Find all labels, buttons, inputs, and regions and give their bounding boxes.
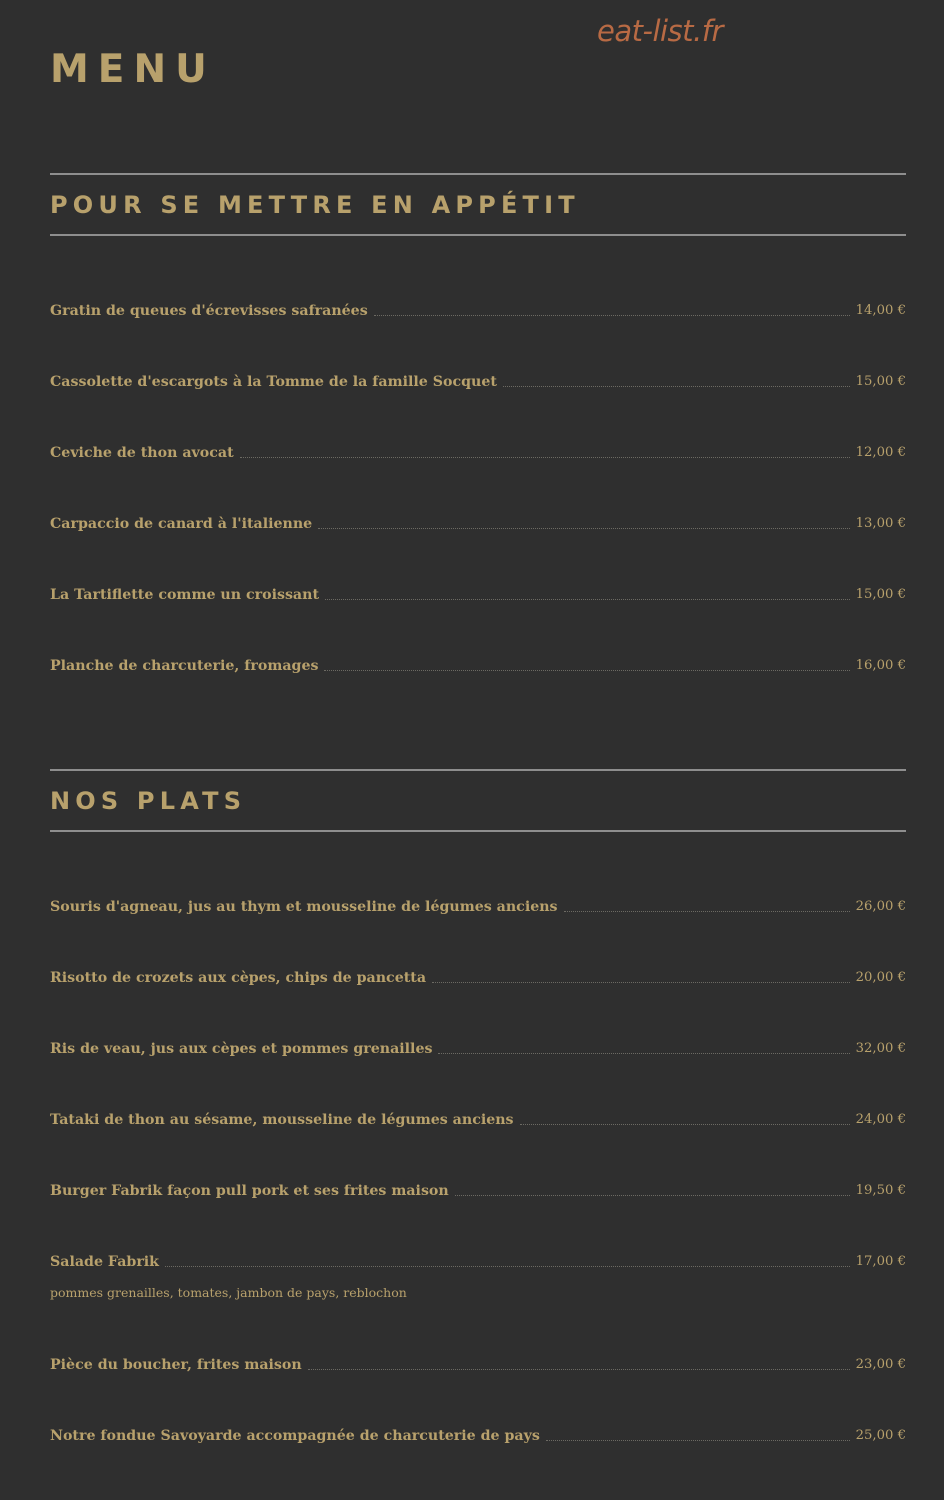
dotted-leader <box>324 670 849 671</box>
item-price: 32,00 € <box>855 1041 906 1056</box>
item-name: Notre fondue Savoyarde accompagnée de charcuterie de pays <box>50 1428 540 1444</box>
item-price: 24,00 € <box>855 1112 906 1127</box>
item-price: 20,00 € <box>855 970 906 985</box>
dotted-leader <box>432 982 850 983</box>
menu-item <box>50 1356 906 1374</box>
item-price: 12,00 € <box>855 445 906 460</box>
menu-item <box>50 1427 906 1445</box>
item-price: 16,00 € <box>855 658 906 673</box>
page-title: MENU <box>50 47 216 92</box>
dotted-leader <box>564 911 850 912</box>
menu-item <box>50 586 906 604</box>
menu-item <box>50 657 906 675</box>
menu-item <box>50 898 906 916</box>
section-bottom-divider <box>50 234 906 236</box>
item-name: Gratin de queues d'écrevisses safranées <box>50 303 368 319</box>
dotted-leader <box>520 1124 850 1125</box>
menu-item <box>50 969 906 987</box>
dotted-leader <box>438 1053 849 1054</box>
item-price: 23,00 € <box>855 1357 906 1372</box>
item-name: Ceviche de thon avocat <box>50 445 234 461</box>
dotted-leader <box>503 386 850 387</box>
dotted-leader <box>325 599 850 600</box>
dotted-leader <box>374 315 850 316</box>
item-price: 19,50 € <box>855 1183 906 1198</box>
dotted-leader <box>546 1440 850 1441</box>
item-name: Souris d'agneau, jus au thym et mousseline de légumes anciens <box>50 899 558 915</box>
item-description: pommes grenailles, tomates, jambon de pays, reblochon <box>50 1285 407 1300</box>
item-name: Burger Fabrik façon pull pork et ses frites maison <box>50 1183 449 1199</box>
item-name: Pièce du boucher, frites maison <box>50 1357 302 1373</box>
watermark: eat-list.fr <box>597 14 723 48</box>
item-name: Carpaccio de canard à l'italienne <box>50 516 313 532</box>
section-top-divider <box>50 173 906 175</box>
dotted-leader <box>308 1369 850 1370</box>
menu-item <box>50 1182 906 1200</box>
menu-item <box>50 1040 906 1058</box>
item-price: 13,00 € <box>855 516 906 531</box>
item-name: Tataki de thon au sésame, mousseline de légumes anciens <box>50 1112 514 1128</box>
section-top-divider <box>50 769 906 771</box>
menu-item <box>50 1111 906 1129</box>
section-title: POUR SE METTRE EN APPÉTIT <box>50 191 580 219</box>
item-name: Planche de charcuterie, fromages <box>50 658 319 674</box>
menu-item <box>50 515 906 533</box>
item-price: 26,00 € <box>855 899 906 914</box>
item-name: Risotto de crozets aux cèpes, chips de pancetta <box>50 970 427 986</box>
menu-item <box>50 373 906 391</box>
item-price: 14,00 € <box>855 303 906 318</box>
dotted-leader <box>455 1195 850 1196</box>
item-price: 15,00 € <box>855 374 906 389</box>
item-name: Salade Fabrik <box>50 1254 160 1270</box>
item-price: 15,00 € <box>855 587 906 602</box>
menu-item <box>50 302 906 320</box>
section-bottom-divider <box>50 830 906 832</box>
item-name: Cassolette d'escargots à la Tomme de la famille Socquet <box>50 374 497 390</box>
dotted-leader <box>318 528 849 529</box>
menu-item <box>50 1253 906 1300</box>
item-price: 17,00 € <box>855 1254 906 1269</box>
dotted-leader <box>240 457 850 458</box>
menu-item <box>50 444 906 462</box>
dotted-leader <box>165 1266 850 1267</box>
item-name: Ris de veau, jus aux cèpes et pommes grenailles <box>50 1041 433 1057</box>
item-name: La Tartiflette comme un croissant <box>50 587 319 603</box>
item-price: 25,00 € <box>855 1428 906 1443</box>
section-title: NOS PLATS <box>50 787 247 815</box>
